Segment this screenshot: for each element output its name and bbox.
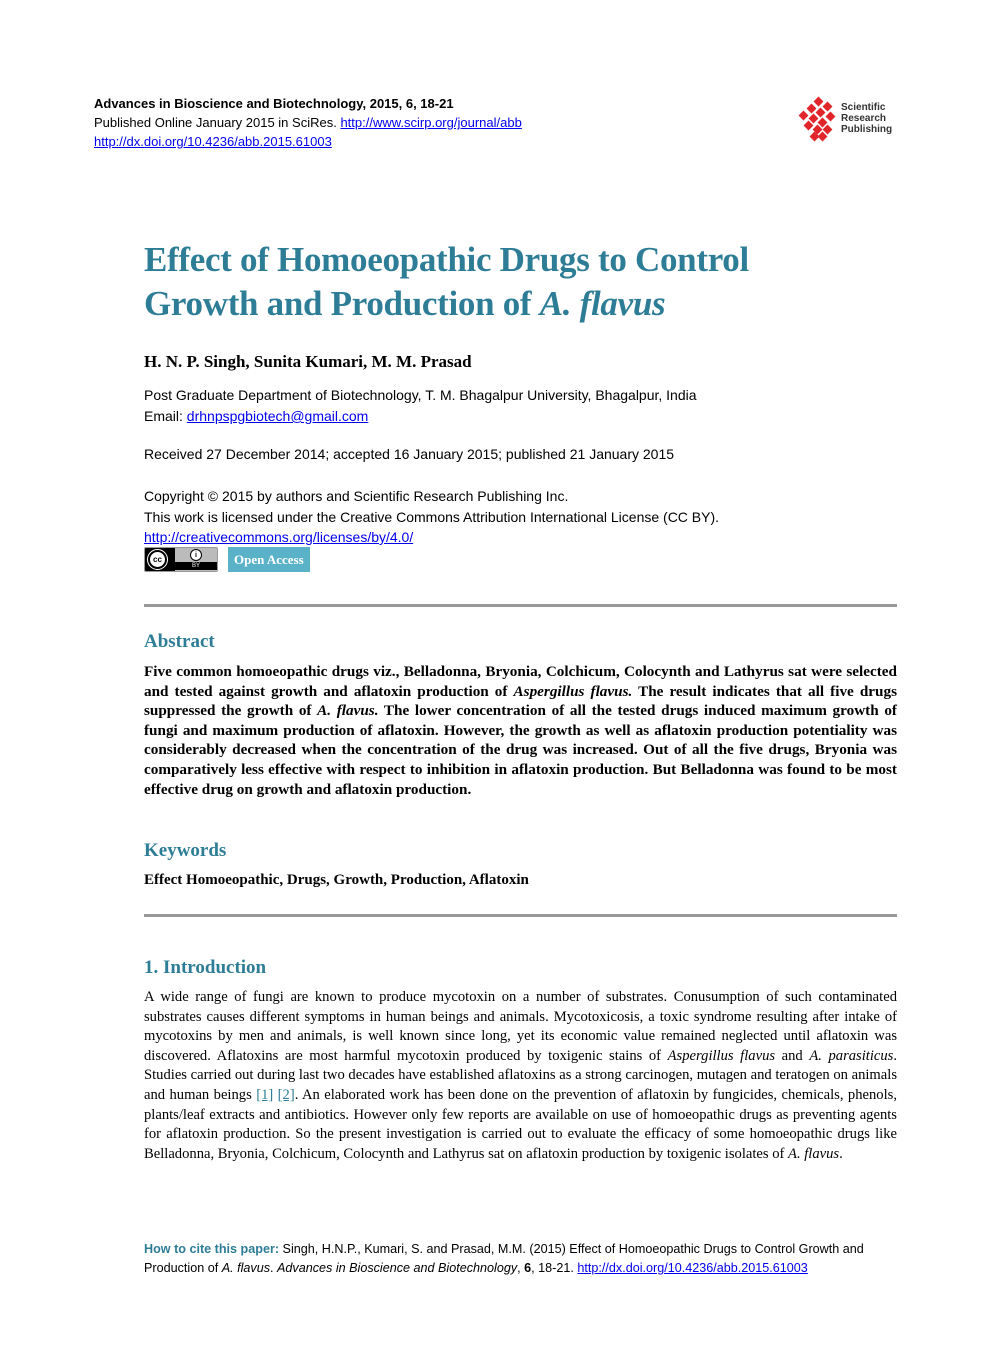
introduction-text: A wide range of fungi are known to produce mycotoxin on a number of substrates. Conusumption of such contaminated substrates causes different symptoms in human beings and animals. Mycotoxicosis, a toxic syndrome resulting after intake of mycotoxins by men and animals, is well known since long, yet its economic value remained neglected until aflatoxin was discovered. Aflatoxins are most harmful mycotoxin produced by toxigenic stains of Aspergillus flavus and A. parasiticus. Studies carried out during last two decades have established aflatoxins as a strong carcinogen, mutagen and teratogen on animals and human beings [1] [2]. An elaborated work has been done on the prevention of aflatoxin by fungicides, chemicals, phenols, plants/leaf extracts and antibiotics. However only few reports are available on use of homoeopathic drugs as preventing agents for aflatoxin production. So the present investigation is carried out to evaluate the efficacy of some homoeopathic drugs like Belladonna, Bryonia, Colchicum, Colocynth and Lathyrus sat on aflatoxin production by toxigenic isolates of A. flavus. <box>144 989 897 1162</box>
email-link[interactable]: drhnpspgbiotech@gmail.com <box>186 408 369 424</box>
logo-line3: Publishing <box>841 123 893 135</box>
affiliation <box>144 385 697 427</box>
published-line <box>94 113 522 132</box>
authors: H. N. P. Singh, Sunita Kumari, M. M. Prasad <box>144 352 472 371</box>
divider-top <box>144 604 897 607</box>
journal-citation-line: Advances in Bioscience and Biotechnology, 2015, 6, 18-21 <box>94 96 454 111</box>
title-main: Effect of Homoeopathic Drugs to Control Growth and Production of <box>144 240 749 323</box>
license-badges <box>144 547 310 572</box>
how-to-cite-label: How to cite this paper: <box>144 1242 280 1256</box>
keywords-heading: Keywords <box>144 840 227 861</box>
license-url-link[interactable]: http://creativecommons.org/licenses/by/4.0/ <box>144 529 414 545</box>
how-to-cite: How to cite this paper: Singh, H.N.P., Kumari, S. and Prasad, M.M. (2015) Effect of Homoeopathic Drugs to Control Growth and Production of A. flavus. Advances in Bioscience and Biotechnology, 6, 18-21. http://dx.doi.org/10.4236/abb.2015.61003 <box>144 1242 864 1275</box>
attribution-icon: i <box>190 549 202 561</box>
abstract-text: Five common homoeopathic drugs viz., Belladonna, Bryonia, Colchicum, Colocynth and Lathyrus sat were selected and tested against growth and aflatoxin production of Aspergillus flavus. The result indicates that all five drugs suppressed the growth of A. flavus. The lower concentration of all the tested drugs induced maximum growth of fungi and maximum production of aflatoxin. However, the growth as well as aflatoxin production potentiality was considerably decreased when the concentration of the drug was increased. Out of all the five drugs, Bryonia was comparatively less effective with respect to inhibition in aflatoxin production. But Belladonna was found to be most effective drug on growth and aflatoxin production. <box>144 663 897 798</box>
copyright-block <box>144 486 719 548</box>
cc-icon: cc <box>148 550 167 569</box>
scirp-logo <box>797 96 892 140</box>
journal-header <box>94 94 522 151</box>
logo-line2: Research <box>841 112 887 124</box>
publication-dates: Received 27 December 2014; accepted 16 January 2015; published 21 January 2015 <box>144 446 675 462</box>
department: Post Graduate Department of Biotechnology, T. M. Bhagalpur University, Bhagalpur, India <box>144 387 697 403</box>
cc-by-badge[interactable] <box>144 547 218 572</box>
cite-doi-link[interactable]: http://dx.doi.org/10.4236/abb.2015.61003 <box>577 1261 808 1275</box>
scirp-logo-text <box>841 102 892 135</box>
copyright-line: Copyright © 2015 by authors and Scientific Research Publishing Inc. <box>144 488 569 504</box>
logo-line1: Scientific <box>841 101 886 113</box>
keywords-text: Effect Homoeopathic, Drugs, Growth, Production, Aflatoxin <box>144 872 529 888</box>
reference-link-2[interactable]: [2] <box>277 1086 295 1103</box>
scirp-logo-diamonds-icon <box>797 96 839 140</box>
doi-link[interactable]: http://dx.doi.org/10.4236/abb.2015.61003 <box>94 134 332 149</box>
open-access-badge: Open Access <box>228 547 310 572</box>
abstract-heading: Abstract <box>144 631 215 652</box>
by-label: BY <box>175 562 217 570</box>
introduction-heading: 1. Introduction <box>144 957 267 978</box>
divider-bottom <box>144 914 897 917</box>
paper-title <box>144 238 864 326</box>
published-prefix: Published Online January 2015 in SciRes. <box>94 115 341 130</box>
license-line: This work is licensed under the Creative Commons Attribution International License (CC BY). <box>144 508 720 525</box>
title-species: A. flavus <box>539 284 666 323</box>
journal-url-link[interactable]: http://www.scirp.org/journal/abb <box>340 115 522 130</box>
reference-link-1[interactable]: [1] <box>256 1086 274 1103</box>
email-label: Email: <box>144 408 187 424</box>
